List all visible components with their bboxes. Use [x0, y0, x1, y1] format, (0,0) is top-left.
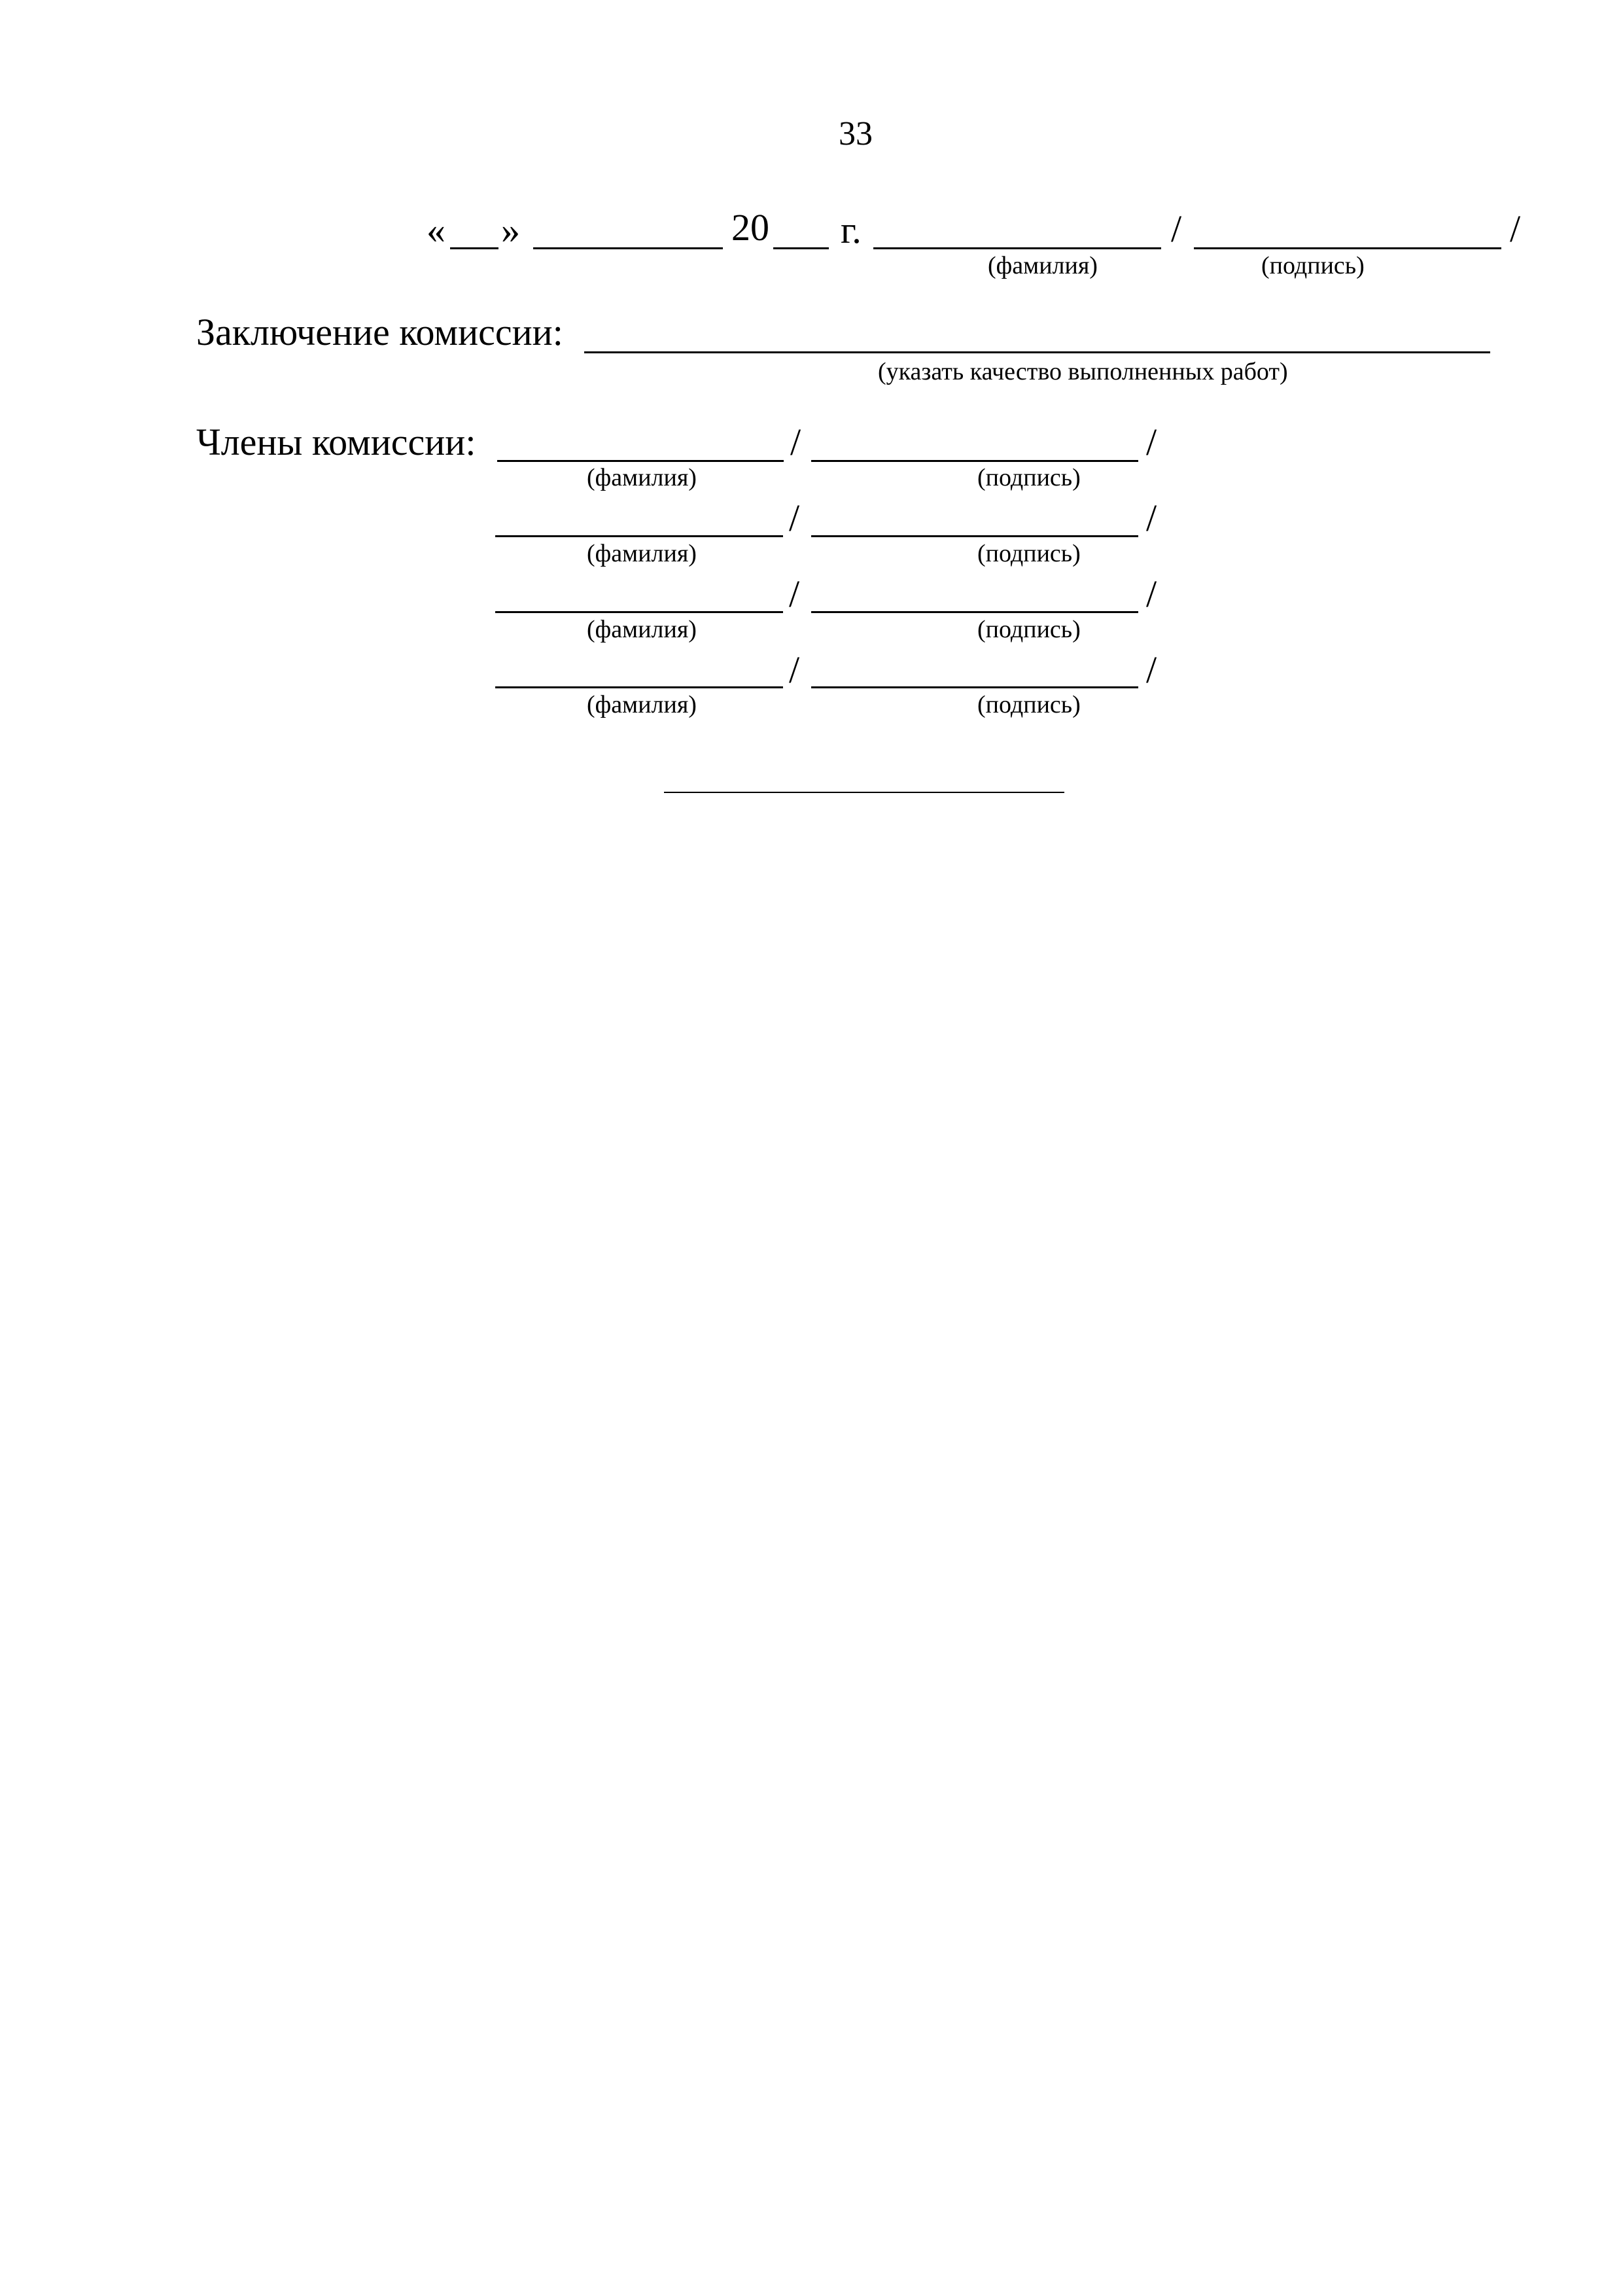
member-signature-caption: (подпись) — [977, 691, 1081, 718]
member-signature-field[interactable] — [811, 611, 1138, 613]
members-label: Члены комиссии: — [196, 421, 476, 463]
close-quote: » — [501, 209, 520, 251]
surname-caption: (фамилия) — [988, 252, 1098, 279]
member-signature-field[interactable] — [811, 686, 1138, 688]
year-prefix: 20 — [731, 206, 769, 249]
member-surname-caption: (фамилия) — [587, 691, 697, 718]
signature-caption: (подпись) — [1261, 252, 1365, 279]
page-number: 33 — [839, 115, 873, 152]
member-surname-field[interactable] — [497, 460, 784, 462]
conclusion-caption: (указать качество выполненных работ) — [878, 358, 1288, 385]
year-field[interactable] — [773, 247, 829, 249]
conclusion-field[interactable] — [584, 351, 1490, 353]
member-surname-field[interactable] — [495, 686, 783, 688]
conclusion-label: Заключение комиссии: — [196, 311, 563, 353]
member-slash-end: / — [1146, 648, 1157, 691]
member-slash: / — [789, 648, 800, 691]
member-signature-field[interactable] — [811, 535, 1138, 537]
member-signature-field[interactable] — [811, 460, 1138, 462]
slash-separator: / — [1171, 207, 1182, 250]
member-slash: / — [789, 573, 800, 615]
slash-separator-end: / — [1510, 207, 1521, 250]
member-signature-caption: (подпись) — [977, 616, 1081, 643]
member-signature-caption: (подпись) — [977, 540, 1081, 567]
surname-field[interactable] — [873, 247, 1161, 249]
member-surname-field[interactable] — [495, 611, 783, 613]
member-surname-field[interactable] — [495, 535, 783, 537]
member-surname-caption: (фамилия) — [587, 616, 697, 643]
day-field[interactable] — [450, 247, 498, 249]
member-slash-end: / — [1146, 573, 1157, 615]
member-surname-caption: (фамилия) — [587, 464, 697, 491]
signature-field[interactable] — [1194, 247, 1501, 249]
member-slash: / — [790, 421, 801, 463]
closing-divider — [664, 792, 1064, 793]
open-quote: « — [427, 209, 445, 251]
member-signature-caption: (подпись) — [977, 464, 1081, 491]
member-slash-end: / — [1146, 421, 1157, 463]
year-suffix: г. — [841, 209, 862, 251]
member-slash: / — [789, 497, 800, 539]
member-slash-end: / — [1146, 497, 1157, 539]
month-field[interactable] — [533, 247, 723, 249]
member-surname-caption: (фамилия) — [587, 540, 697, 567]
